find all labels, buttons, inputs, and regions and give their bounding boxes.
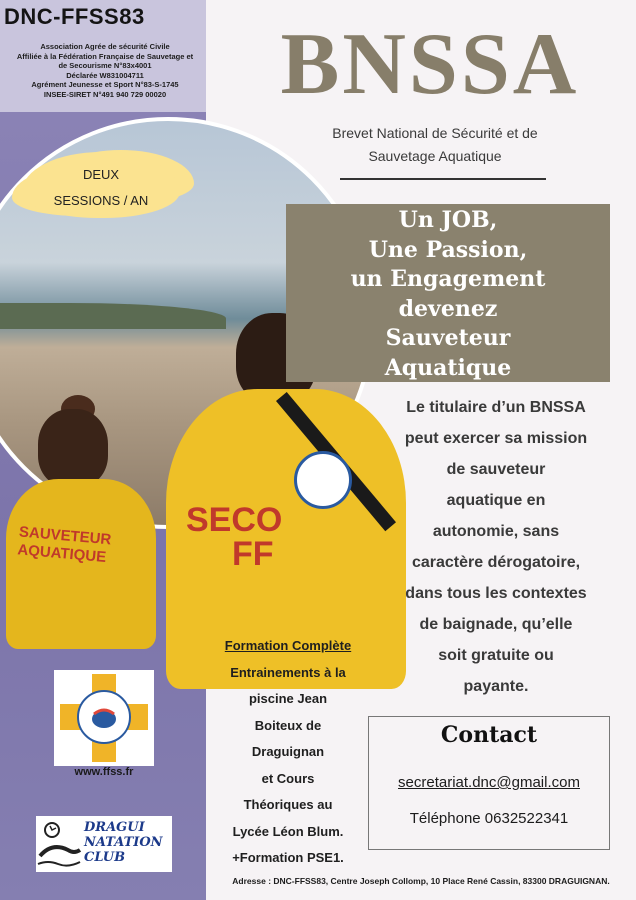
photo-lifeguard-left	[6, 409, 146, 639]
ffss-cross-icon	[54, 670, 154, 766]
description-line: autonomie, sans	[432, 523, 560, 540]
formation-line: Boiteux de	[254, 717, 322, 733]
cloud-line: SESSIONS / AN	[53, 193, 149, 208]
description-line: de baignade, qu’elle	[419, 616, 573, 633]
description-line: aquatique en	[446, 492, 546, 509]
job-line: un Engagement	[350, 266, 546, 292]
org-name: DNC-FFSS83	[4, 4, 145, 29]
formation-line: Lycée Léon Blum.	[232, 823, 344, 839]
formation-line: Draguignan	[251, 744, 325, 759]
contact-email-link[interactable]: secretariat.dnc@gmail.com	[398, 774, 580, 791]
subtitle-line: Sauvetage Aquatique	[368, 148, 502, 164]
job-banner-text	[286, 206, 610, 383]
club-name-line: NATATION	[84, 835, 163, 850]
org-info-line: Affiliée à la Fédération Française de Sauvetage et	[16, 51, 194, 61]
jacket-line: SECO	[186, 501, 283, 539]
title-divider	[340, 178, 546, 180]
formation-line: piscine Jean	[248, 691, 328, 706]
club-name-line: DRAGUI	[84, 820, 145, 835]
org-info-line: Déclarée W831004711	[66, 70, 144, 80]
contact-title: Contact	[440, 722, 538, 748]
job-line: Un JOB,	[398, 207, 498, 233]
ffss-logo	[54, 670, 154, 766]
ffss-website[interactable]: www.ffss.fr	[74, 766, 134, 778]
swimmer-icon	[36, 816, 84, 872]
description-line: caractère dérogatoire,	[411, 554, 581, 571]
jacket-line: SAUVETEUR	[18, 523, 112, 549]
formation-section	[208, 633, 368, 872]
org-info-line: de Secourisme N°83x4001	[58, 61, 152, 71]
org-info-line: Agrément Jeunesse et Sport N°83-S-1745	[31, 80, 179, 90]
description-line: de sauveteur	[446, 461, 546, 478]
job-line: Une Passion,	[368, 236, 528, 263]
description-line: payante.	[463, 678, 529, 695]
formation-line: et Cours	[261, 770, 315, 786]
job-line: devenez	[398, 295, 498, 322]
description-line: peut exercer sa mission	[404, 430, 588, 447]
page-subtitle	[300, 122, 570, 168]
description-line: dans tous les contextes	[405, 585, 587, 602]
jacket-line: AQUATIQUE	[16, 541, 107, 567]
description-line: soit gratuite ou	[438, 647, 554, 664]
formation-heading: Formation Complète	[224, 638, 352, 653]
contact-phone: Téléphone 0632522341	[409, 810, 569, 827]
formation-line: +Formation PSE1.	[232, 850, 344, 865]
cloud-line: DEUX	[82, 167, 120, 182]
club-name	[84, 820, 170, 865]
job-line: Aquatique	[384, 354, 512, 381]
description-line: Le titulaire d’un BNSSA	[406, 399, 586, 416]
jacket-lettering	[186, 503, 282, 571]
formation-line: Théoriques au	[243, 797, 333, 812]
sessions-text	[22, 162, 180, 214]
org-info-line: INSEE-SIRET N°491 940 729 00020	[43, 89, 167, 99]
photo-hill	[0, 303, 226, 329]
subtitle-line: Brevet National de Sécurité et de	[332, 125, 538, 141]
jacket-line: FF	[232, 535, 274, 573]
footer-address: Adresse : DNC-FFSS83, Centre Joseph Collomp, 10 Place René Cassin, 83300 DRAGUIGNAN.	[232, 876, 610, 886]
org-info	[6, 42, 204, 100]
club-name-line: CLUB	[84, 850, 126, 865]
page-title: BNSSA	[280, 16, 580, 113]
ffss-patch-icon	[294, 451, 352, 509]
club-logo	[36, 816, 172, 872]
hair	[38, 409, 108, 487]
photo-lifeguard-right	[166, 341, 396, 671]
description	[370, 392, 622, 702]
formation-line: Entrainements à la	[230, 664, 346, 680]
job-line: Sauveteur	[385, 325, 511, 351]
org-info-line: Association Agrée de sécurité Civile	[40, 42, 170, 51]
